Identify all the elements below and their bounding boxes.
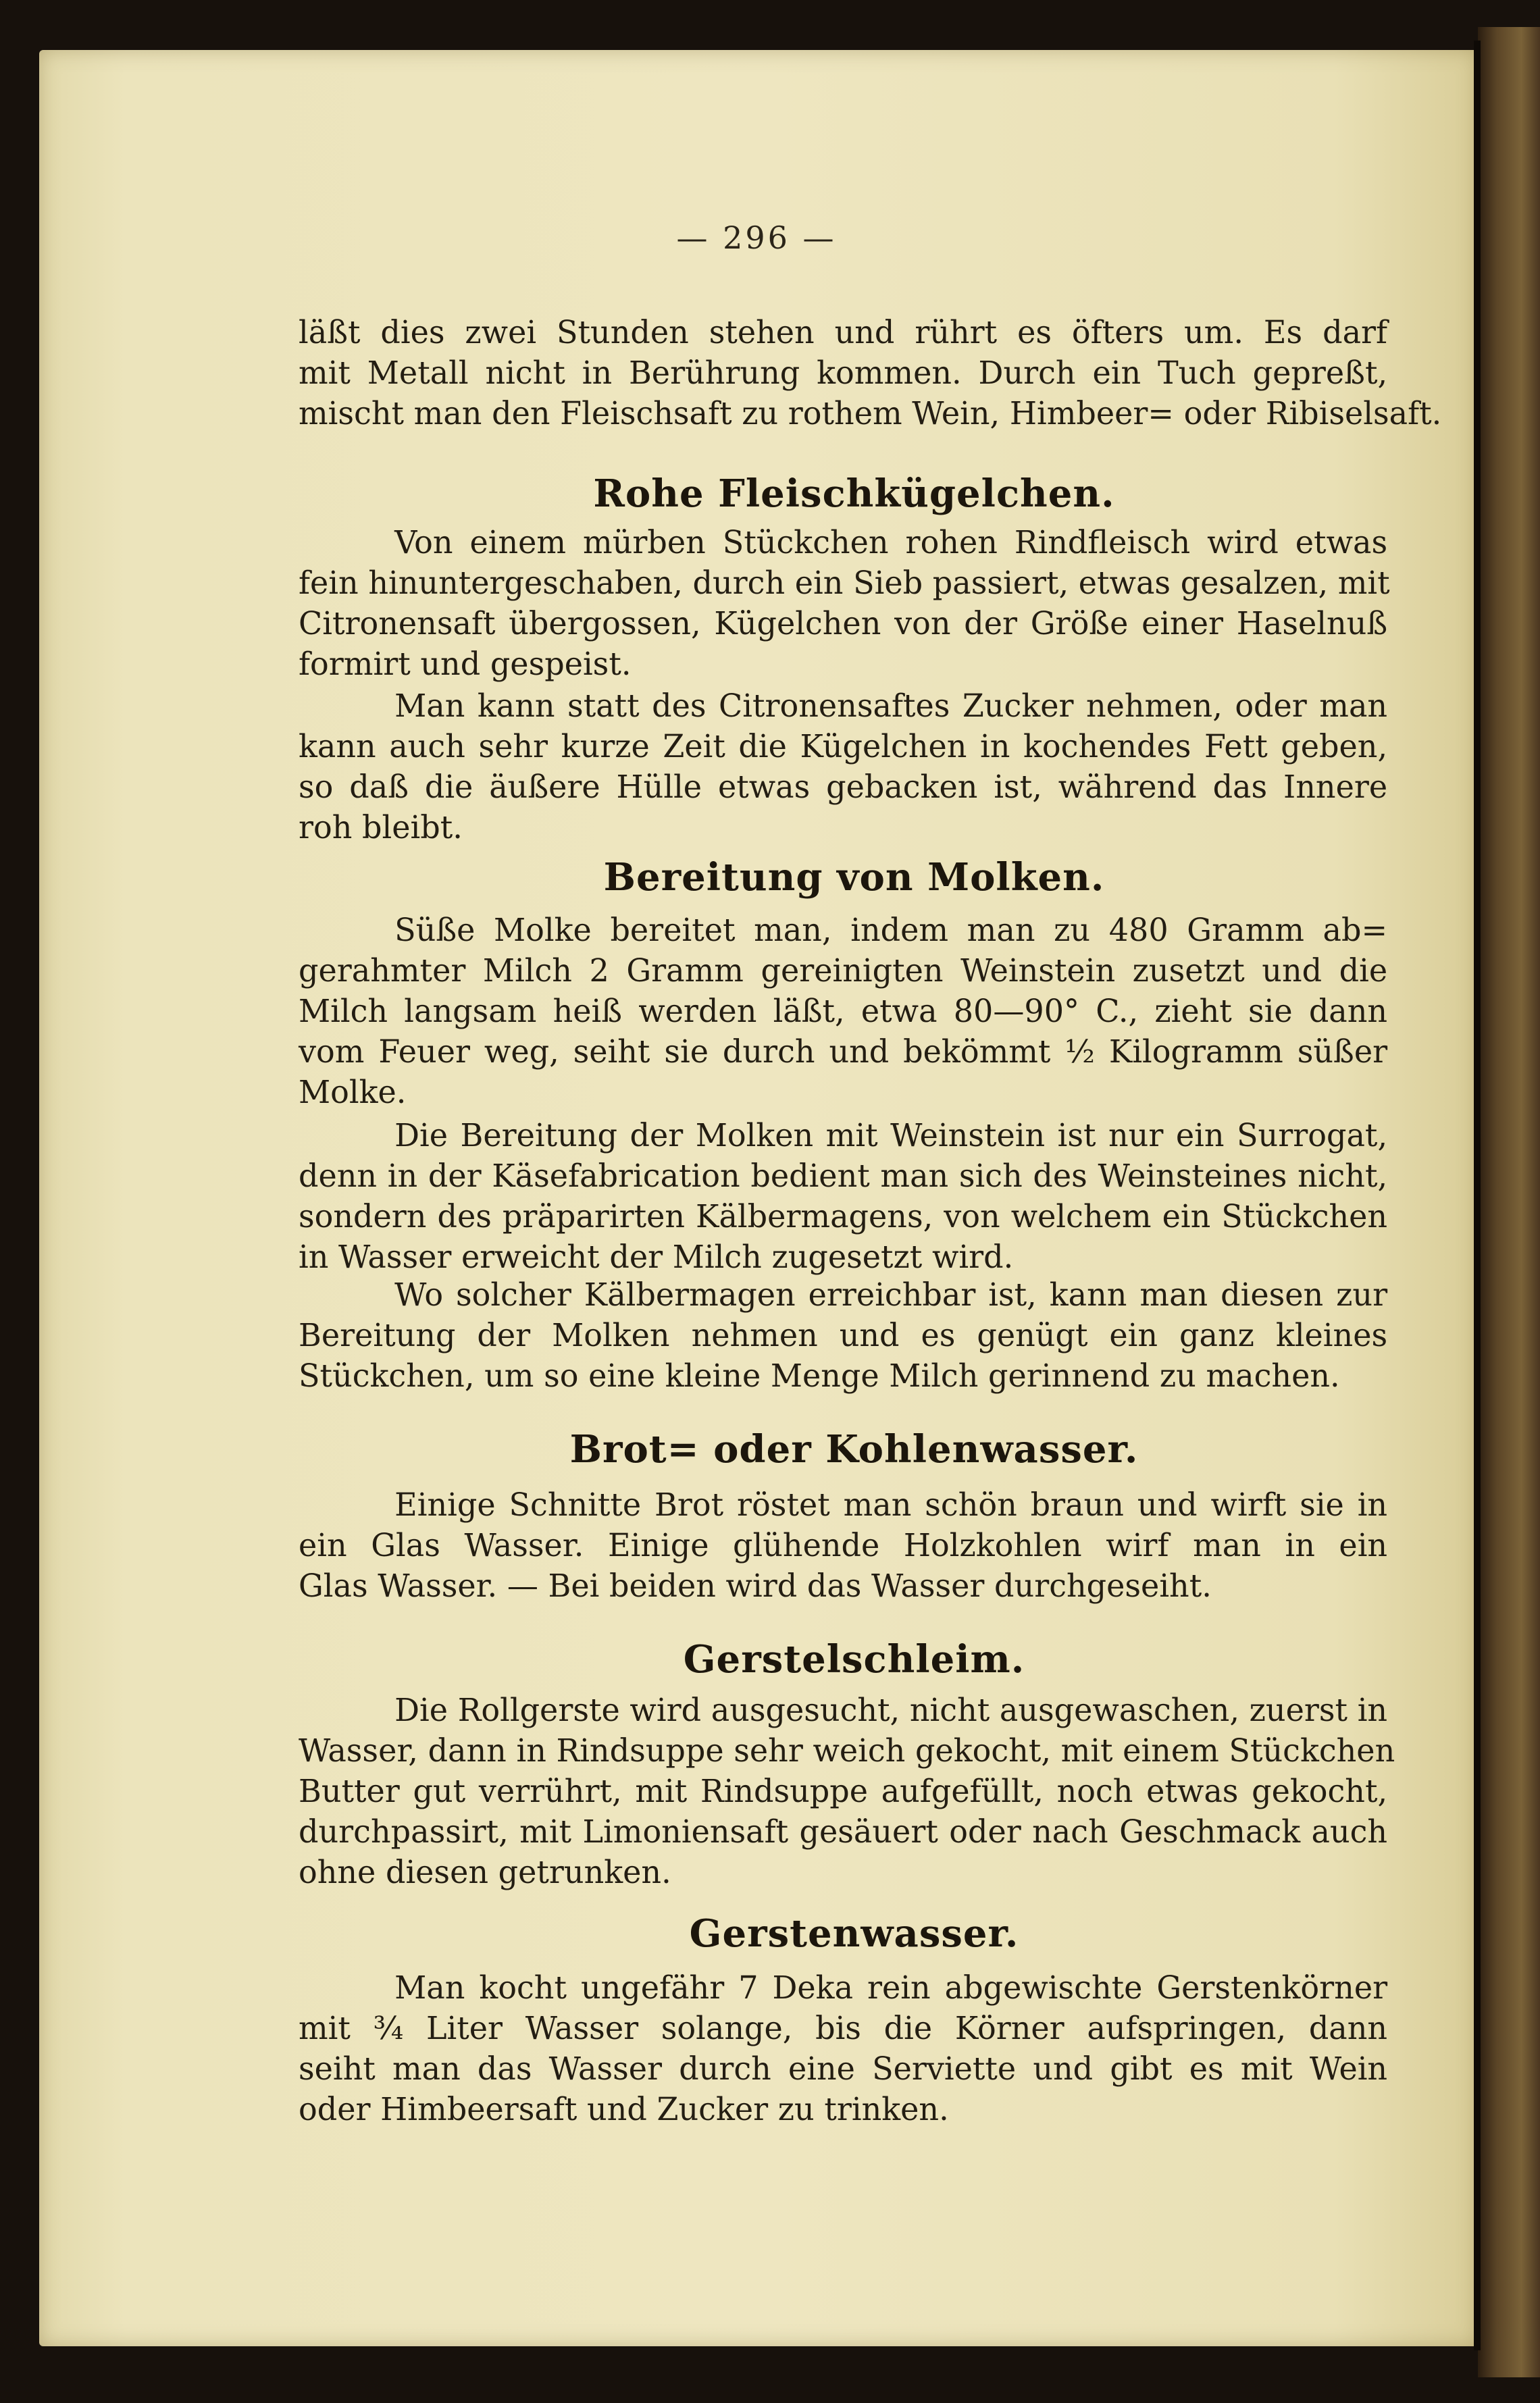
text-line: formirt und gespeist. — [299, 646, 632, 683]
text-line: in Wasser erweicht der Milch zugesetzt wird. — [299, 1239, 1014, 1276]
paragraph — [299, 313, 1442, 434]
text-line: Stückchen, um so eine kleine Menge Milch gerinnend zu machen. — [299, 1358, 1340, 1395]
text-line: ein Glas Wasser. Einige glühende Holzkohlen wirf man in ein — [299, 1527, 1388, 1564]
paragraph — [299, 1485, 1410, 1607]
text-line: sondern des präparirten Kälbermagens, von welchem ein Stückchen — [299, 1198, 1388, 1235]
text-line: kann auch sehr kurze Zeit die Kügelchen in kochendes Fett geben, — [299, 728, 1388, 765]
page-number: — 296 — — [676, 219, 837, 256]
text-line: seiht man das Wasser durch eine Serviette und gibt es mit Wein — [299, 2050, 1388, 2088]
text-line: Glas Wasser. — Bei beiden wird das Wasser durchgeseiht. — [299, 1568, 1212, 1605]
section-heading: Gerstelschleim. — [683, 1637, 1025, 1682]
text-line: Butter gut verrührt, mit Rindsuppe aufgefüllt, noch etwas gekocht, — [299, 1773, 1388, 1810]
text-line: Die Rollgerste wird ausgesucht, nicht ausgewaschen, zuerst in — [394, 1692, 1388, 1729]
text-line: mit Metall nicht in Berührung kommen. Durch ein Tuch gepreßt, — [299, 355, 1388, 392]
section-heading: Gerstenwasser. — [689, 1911, 1019, 1956]
text-line: Molke. — [299, 1074, 407, 1111]
paragraph — [299, 686, 1410, 848]
text-line: ohne diesen getrunken. — [299, 1854, 671, 1891]
text-line: Bereitung der Molken nehmen und es genügt ein ganz kleines — [299, 1317, 1388, 1354]
book-spine — [1474, 41, 1481, 2350]
text-line: gerahmter Milch 2 Gramm gereinigten Weinstein zusetzt und die — [299, 952, 1388, 989]
text-line: Milch langsam heiß werden läßt, etwa 80—90° C., zieht sie dann — [299, 993, 1388, 1030]
section-heading: Rohe Fleischkügelchen. — [593, 471, 1115, 516]
text-line: Man kann statt des Citronensaftes Zucker nehmen, oder man — [394, 688, 1388, 725]
section-heading: Bereitung von Molken. — [603, 855, 1105, 900]
text-line: roh bleibt. — [299, 809, 463, 846]
text-line: Die Bereitung der Molken mit Weinstein ist nur ein Surrogat, — [394, 1117, 1388, 1154]
text-line: mit ¾ Liter Wasser solange, bis die Körner aufspringen, dann — [299, 2010, 1388, 2047]
paragraph — [299, 910, 1410, 1113]
paragraph — [299, 523, 1410, 685]
paragraph — [299, 1116, 1410, 1278]
paragraph — [299, 1968, 1410, 2130]
text-line: Wasser, dann in Rindsuppe sehr weich gekocht, mit einem Stückchen — [299, 1732, 1395, 1769]
text-line: Man kocht ungefähr 7 Deka rein abgewischte Gerstenkörner — [394, 1969, 1388, 2007]
text-line: Von einem mürben Stückchen rohen Rindfleisch wird etwas — [394, 524, 1388, 561]
text-line: Wo solcher Kälbermagen erreichbar ist, kann man diesen zur — [394, 1276, 1388, 1314]
text-line: Einige Schnitte Brot röstet man schön braun und wirft sie in — [394, 1487, 1388, 1524]
paragraph — [299, 1275, 1410, 1397]
text-line: Süße Molke bereitet man, indem man zu 480 Gramm ab= — [394, 912, 1388, 949]
text-line: durchpassirt, mit Limoniensaft gesäuert oder nach Geschmack auch — [299, 1813, 1388, 1851]
section-heading: Brot= oder Kohlenwasser. — [569, 1427, 1139, 1472]
text-line: fein hinuntergeschaben, durch ein Sieb passiert, etwas gesalzen, mit — [299, 565, 1390, 602]
text-line: mischt man den Fleischsaft zu rothem Wein, Himbeer= oder Ribiselsaft. — [299, 395, 1442, 432]
paragraph — [299, 1690, 1410, 1893]
text-line: so daß die äußere Hülle etwas gebacken ist, während das Innere — [299, 769, 1388, 806]
text-line: denn in der Käsefabrication bedient man sich des Weinsteines nicht, — [299, 1158, 1388, 1195]
text-line: läßt dies zwei Stunden stehen und rührt es öfters um. Es darf — [299, 314, 1388, 351]
next-page-edge — [1478, 27, 1540, 2377]
text-line: Citronensaft übergossen, Kügelchen von der Größe einer Haselnuß — [299, 605, 1388, 642]
text-line: oder Himbeersaft und Zucker zu trinken. — [299, 2091, 949, 2128]
text-line: vom Feuer weg, seiht sie durch und bekömmt ½ Kilogramm süßer — [299, 1033, 1388, 1070]
